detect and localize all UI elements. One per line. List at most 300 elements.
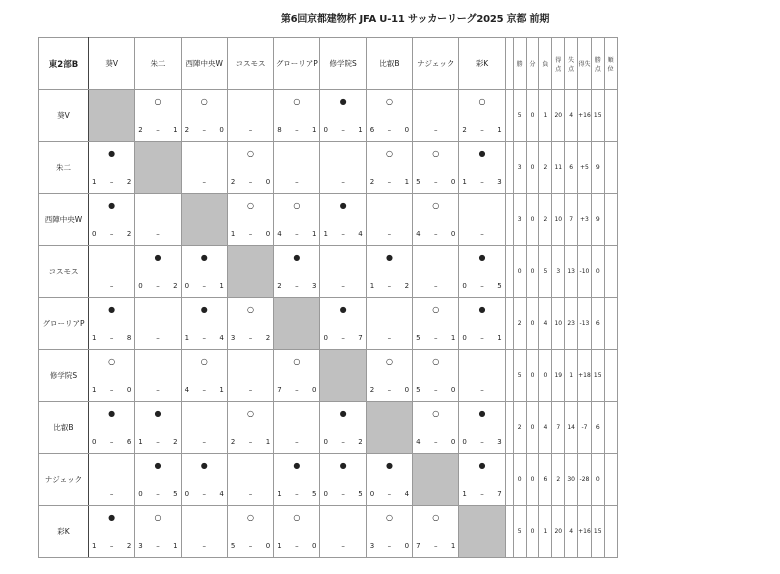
column-team-name: 彩K	[459, 38, 505, 90]
score-separator: –	[341, 126, 345, 134]
win-marker-icon: ○	[247, 513, 255, 522]
score-away: 0	[450, 386, 456, 394]
unplayed-dash: –	[480, 386, 484, 394]
column-gap	[505, 506, 513, 558]
loss-marker-icon: ●	[293, 461, 301, 470]
loss-marker-icon: ●	[339, 97, 347, 106]
score-separator: –	[156, 490, 160, 498]
score-home: 0	[92, 230, 97, 238]
stat-value: 4	[539, 298, 552, 350]
result-cell	[459, 142, 505, 194]
stat-header: 得失	[578, 38, 592, 90]
result-cell	[181, 90, 227, 142]
score-home: 0	[462, 282, 467, 290]
unplayed-dash: –	[341, 178, 345, 186]
column-gap	[505, 246, 513, 298]
unplayed-cell	[181, 402, 227, 454]
column-gap	[505, 142, 513, 194]
score-separator: –	[109, 230, 114, 238]
score-separator: –	[341, 490, 345, 498]
result-cell	[89, 402, 135, 454]
score	[323, 334, 362, 342]
unplayed-cell	[135, 298, 181, 350]
score-separator: –	[156, 438, 160, 446]
stat-value: 1	[539, 506, 552, 558]
score	[231, 542, 270, 550]
score-home: 5	[230, 542, 236, 550]
loss-marker-icon: ●	[478, 305, 486, 314]
win-marker-icon: ○	[385, 149, 393, 158]
score-separator: –	[248, 334, 253, 342]
score-separator: –	[295, 126, 299, 134]
unplayed-dash: –	[480, 230, 484, 238]
win-marker-icon: ○	[247, 149, 255, 158]
unplayed-cell	[135, 350, 181, 402]
score-away: 0	[126, 386, 132, 394]
column-team-name: 葵V	[89, 38, 135, 90]
win-marker-icon: ○	[108, 357, 116, 366]
score	[323, 126, 362, 134]
score	[370, 490, 409, 498]
stat-value: 5	[539, 246, 552, 298]
stat-value: +16	[578, 506, 592, 558]
stat-value: 6	[591, 298, 604, 350]
result-cell	[459, 402, 505, 454]
stat-value: 0	[526, 454, 539, 506]
score-away: 0	[404, 386, 410, 394]
stat-value: 13	[565, 246, 578, 298]
unplayed-cell	[274, 402, 320, 454]
column-team-name: 朱二	[135, 38, 181, 90]
unplayed-cell	[181, 142, 227, 194]
result-cell	[274, 90, 320, 142]
score-away: 3	[312, 282, 317, 290]
unplayed-cell	[413, 90, 459, 142]
team-row	[39, 246, 618, 298]
loss-marker-icon: ●	[108, 201, 116, 210]
score	[92, 542, 131, 550]
stat-value: 0	[539, 350, 552, 402]
score-separator: –	[109, 542, 114, 550]
score	[462, 490, 501, 498]
stat-value: -13	[578, 298, 592, 350]
score-home: 1	[92, 542, 97, 550]
win-marker-icon: ○	[154, 97, 162, 106]
loss-marker-icon: ●	[108, 409, 116, 418]
stat-header: 順位	[604, 38, 617, 90]
loss-marker-icon: ●	[478, 409, 486, 418]
loss-marker-icon: ●	[478, 461, 486, 470]
score-away: 2	[173, 438, 178, 446]
score-away: 5	[497, 282, 502, 290]
win-marker-icon: ○	[432, 357, 440, 366]
score-home: 0	[323, 438, 328, 446]
win-marker-icon: ○	[200, 97, 208, 106]
stat-value: 4	[565, 90, 578, 142]
score-home: 0	[369, 490, 375, 498]
score-away: 0	[404, 542, 410, 550]
win-marker-icon: ○	[432, 305, 440, 314]
score-away: 1	[497, 126, 502, 134]
team-row	[39, 298, 618, 350]
unplayed-dash: –	[341, 282, 345, 290]
self-match-cell	[227, 246, 273, 298]
score	[277, 542, 316, 550]
result-cell	[320, 402, 366, 454]
score-away: 1	[404, 178, 410, 186]
result-cell	[181, 454, 227, 506]
column-team-name: ナジェック	[413, 38, 459, 90]
score-home: 4	[277, 230, 282, 238]
score-separator: –	[202, 282, 206, 290]
score-separator: –	[480, 282, 484, 290]
stat-value: 1	[565, 350, 578, 402]
score-away: 5	[312, 490, 317, 498]
result-cell	[227, 402, 273, 454]
score	[370, 542, 409, 550]
score-home: 3	[138, 542, 143, 550]
stat-value: +5	[578, 142, 592, 194]
score-away: 0	[265, 230, 271, 238]
score-separator: –	[433, 438, 438, 446]
score-home: 1	[369, 282, 375, 290]
score-away: 3	[497, 178, 502, 186]
stat-value: 11	[552, 142, 565, 194]
stat-value: 7	[565, 194, 578, 246]
result-cell	[459, 246, 505, 298]
loss-marker-icon: ●	[200, 461, 208, 470]
score-away: 1	[497, 334, 502, 342]
score-away: 2	[265, 334, 271, 342]
score-away: 4	[358, 230, 363, 238]
result-cell	[274, 246, 320, 298]
score-separator: –	[387, 282, 392, 290]
unplayed-cell	[320, 506, 366, 558]
win-marker-icon: ○	[154, 513, 162, 522]
stat-value: 2	[513, 402, 526, 454]
row-team-name: 比叡B	[39, 402, 89, 454]
score-away: 4	[404, 490, 410, 498]
score	[231, 178, 270, 186]
score	[277, 282, 316, 290]
row-team-name: ナジェック	[39, 454, 89, 506]
win-marker-icon: ○	[432, 201, 440, 210]
result-cell	[459, 454, 505, 506]
score-away: 7	[358, 334, 363, 342]
score-home: 1	[92, 386, 97, 394]
win-marker-icon: ○	[385, 357, 393, 366]
stat-value: +16	[578, 90, 592, 142]
stat-value	[604, 298, 617, 350]
column-gap	[505, 402, 513, 454]
score-home: 0	[462, 334, 467, 342]
score	[138, 282, 177, 290]
unplayed-cell	[366, 194, 412, 246]
stat-value	[604, 142, 617, 194]
loss-marker-icon: ●	[339, 305, 347, 314]
win-marker-icon: ○	[293, 357, 301, 366]
score	[185, 386, 224, 394]
stat-value: 30	[565, 454, 578, 506]
score	[185, 334, 224, 342]
unplayed-dash: –	[109, 282, 114, 290]
stat-value: 0	[526, 350, 539, 402]
stat-value	[604, 90, 617, 142]
score-home: 5	[416, 178, 421, 186]
stat-value: 20	[552, 90, 565, 142]
score-separator: –	[480, 334, 484, 342]
score-away: 0	[404, 126, 410, 134]
stat-value: -7	[578, 402, 592, 454]
score-separator: –	[202, 386, 206, 394]
win-marker-icon: ○	[478, 97, 486, 106]
stat-value: 9	[591, 142, 604, 194]
column-team-name: 修学院S	[320, 38, 366, 90]
unplayed-dash: –	[202, 178, 206, 186]
score-separator: –	[202, 334, 206, 342]
win-marker-icon: ○	[432, 513, 440, 522]
column-team-name: 西陣中央W	[181, 38, 227, 90]
score	[462, 282, 501, 290]
stat-value: 2	[539, 194, 552, 246]
score-away: 1	[173, 126, 178, 134]
score-separator: –	[248, 542, 253, 550]
result-cell	[366, 350, 412, 402]
self-match-cell	[320, 350, 366, 402]
score-separator: –	[480, 126, 484, 134]
column-gap	[505, 38, 513, 90]
score	[370, 282, 409, 290]
score	[416, 386, 455, 394]
stat-value: 0	[513, 246, 526, 298]
score	[462, 126, 501, 134]
score-away: 0	[450, 178, 456, 186]
result-cell	[413, 402, 459, 454]
score	[323, 490, 362, 498]
unplayed-dash: –	[156, 386, 160, 394]
score-separator: –	[109, 438, 114, 446]
win-marker-icon: ○	[293, 513, 301, 522]
stat-value: +3	[578, 194, 592, 246]
score-home: 1	[277, 542, 282, 550]
loss-marker-icon: ●	[154, 409, 162, 418]
row-team-name: コスモス	[39, 246, 89, 298]
score-separator: –	[248, 438, 253, 446]
stat-value: 3	[552, 246, 565, 298]
stat-value: 3	[513, 194, 526, 246]
loss-marker-icon: ●	[293, 253, 301, 262]
unplayed-cell	[135, 194, 181, 246]
score-home: 0	[323, 334, 328, 342]
score-separator: –	[341, 438, 345, 446]
score-home: 1	[323, 230, 328, 238]
score-home: 1	[92, 334, 97, 342]
score-away: 5	[173, 490, 178, 498]
win-marker-icon: ○	[432, 149, 440, 158]
stat-value: 3	[513, 142, 526, 194]
loss-marker-icon: ●	[339, 461, 347, 470]
score-away: 1	[358, 126, 363, 134]
result-cell	[89, 350, 135, 402]
score-home: 0	[462, 438, 467, 446]
stat-value: 2	[552, 454, 565, 506]
stat-value: 4	[539, 402, 552, 454]
unplayed-cell	[274, 142, 320, 194]
result-cell	[181, 350, 227, 402]
score-separator: –	[387, 542, 392, 550]
result-cell	[274, 506, 320, 558]
score-separator: –	[295, 230, 299, 238]
score-home: 7	[277, 386, 282, 394]
stat-value: -28	[578, 454, 592, 506]
score-home: 2	[369, 178, 375, 186]
loss-marker-icon: ●	[108, 513, 116, 522]
score-separator: –	[109, 386, 114, 394]
score-away: 2	[126, 542, 132, 550]
score-away: 0	[450, 438, 456, 446]
score	[462, 438, 501, 446]
score	[416, 230, 455, 238]
loss-marker-icon: ●	[154, 253, 162, 262]
stat-value: 0	[513, 454, 526, 506]
score-home: 2	[184, 126, 190, 134]
result-cell	[89, 506, 135, 558]
stat-value: 0	[526, 246, 539, 298]
score-separator: –	[156, 542, 160, 550]
score	[277, 126, 316, 134]
team-row	[39, 350, 618, 402]
self-match-cell	[135, 142, 181, 194]
score	[138, 490, 177, 498]
self-match-cell	[459, 506, 505, 558]
loss-marker-icon: ●	[108, 149, 116, 158]
win-marker-icon: ○	[247, 305, 255, 314]
score-home: 1	[277, 490, 282, 498]
loss-marker-icon: ●	[108, 305, 116, 314]
score-home: 1	[138, 438, 143, 446]
score-separator: –	[341, 334, 345, 342]
score	[185, 126, 224, 134]
score	[323, 438, 362, 446]
unplayed-dash: –	[433, 126, 438, 134]
score-home: 2	[230, 438, 236, 446]
result-cell	[135, 246, 181, 298]
score-away: 0	[265, 542, 271, 550]
stat-value: 0	[526, 298, 539, 350]
score-separator: –	[480, 490, 484, 498]
loss-marker-icon: ●	[478, 149, 486, 158]
unplayed-dash: –	[295, 178, 299, 186]
result-cell	[320, 454, 366, 506]
stat-value	[604, 402, 617, 454]
unplayed-cell	[413, 246, 459, 298]
stat-value: 7	[552, 402, 565, 454]
unplayed-dash: –	[248, 386, 253, 394]
score	[416, 542, 455, 550]
stat-header: 負	[539, 38, 552, 90]
unplayed-cell	[89, 454, 135, 506]
score-home: 0	[323, 126, 328, 134]
stat-value: 15	[591, 350, 604, 402]
score-home: 0	[184, 490, 190, 498]
stat-value	[604, 246, 617, 298]
stat-value: 10	[552, 298, 565, 350]
team-row	[39, 142, 618, 194]
unplayed-dash: –	[248, 126, 253, 134]
win-marker-icon: ○	[247, 201, 255, 210]
result-cell	[274, 194, 320, 246]
score	[370, 178, 409, 186]
self-match-cell	[89, 90, 135, 142]
score-home: 1	[462, 178, 467, 186]
page-title: 第6回京都建物杯 JFA U-11 サッカーリーグ2025 京都 前期	[280, 14, 550, 25]
result-cell	[366, 506, 412, 558]
stat-value: 10	[552, 194, 565, 246]
win-marker-icon: ○	[247, 409, 255, 418]
unplayed-cell	[181, 506, 227, 558]
score-separator: –	[295, 490, 299, 498]
loss-marker-icon: ●	[339, 201, 347, 210]
result-cell	[227, 142, 273, 194]
team-row	[39, 506, 618, 558]
stat-value: 6	[539, 454, 552, 506]
unplayed-cell	[89, 246, 135, 298]
unplayed-dash: –	[202, 438, 206, 446]
stat-value: 5	[513, 90, 526, 142]
row-team-name: 朱二	[39, 142, 89, 194]
stat-header: 失点	[565, 38, 578, 90]
result-cell	[227, 506, 273, 558]
stat-value: 0	[526, 142, 539, 194]
score-home: 2	[462, 126, 467, 134]
score-separator: –	[387, 126, 392, 134]
score	[370, 386, 409, 394]
result-cell	[366, 142, 412, 194]
stat-value: 6	[565, 142, 578, 194]
score-away: 6	[126, 438, 132, 446]
column-team-name: コスモス	[227, 38, 273, 90]
stat-value: 4	[565, 506, 578, 558]
score-home: 2	[138, 126, 143, 134]
score-home: 7	[416, 542, 421, 550]
score	[231, 334, 270, 342]
win-marker-icon: ○	[293, 97, 301, 106]
score-home: 4	[416, 438, 421, 446]
score-home: 6	[369, 126, 375, 134]
score-separator: –	[433, 178, 438, 186]
score	[138, 438, 177, 446]
stat-value: 23	[565, 298, 578, 350]
stat-value: 0	[591, 246, 604, 298]
score-separator: –	[387, 386, 392, 394]
column-gap	[505, 454, 513, 506]
result-cell	[89, 142, 135, 194]
score-away: 0	[312, 386, 317, 394]
result-cell	[227, 194, 273, 246]
result-cell	[181, 298, 227, 350]
result-cell	[459, 90, 505, 142]
column-team-name: グローリアP	[274, 38, 320, 90]
score-away: 2	[173, 282, 178, 290]
stat-value: 20	[552, 506, 565, 558]
score-home: 3	[230, 334, 236, 342]
score-home: 0	[138, 490, 143, 498]
unplayed-cell	[320, 246, 366, 298]
unplayed-dash: –	[387, 334, 392, 342]
result-cell	[413, 506, 459, 558]
column-gap	[505, 350, 513, 402]
score-separator: –	[295, 386, 299, 394]
